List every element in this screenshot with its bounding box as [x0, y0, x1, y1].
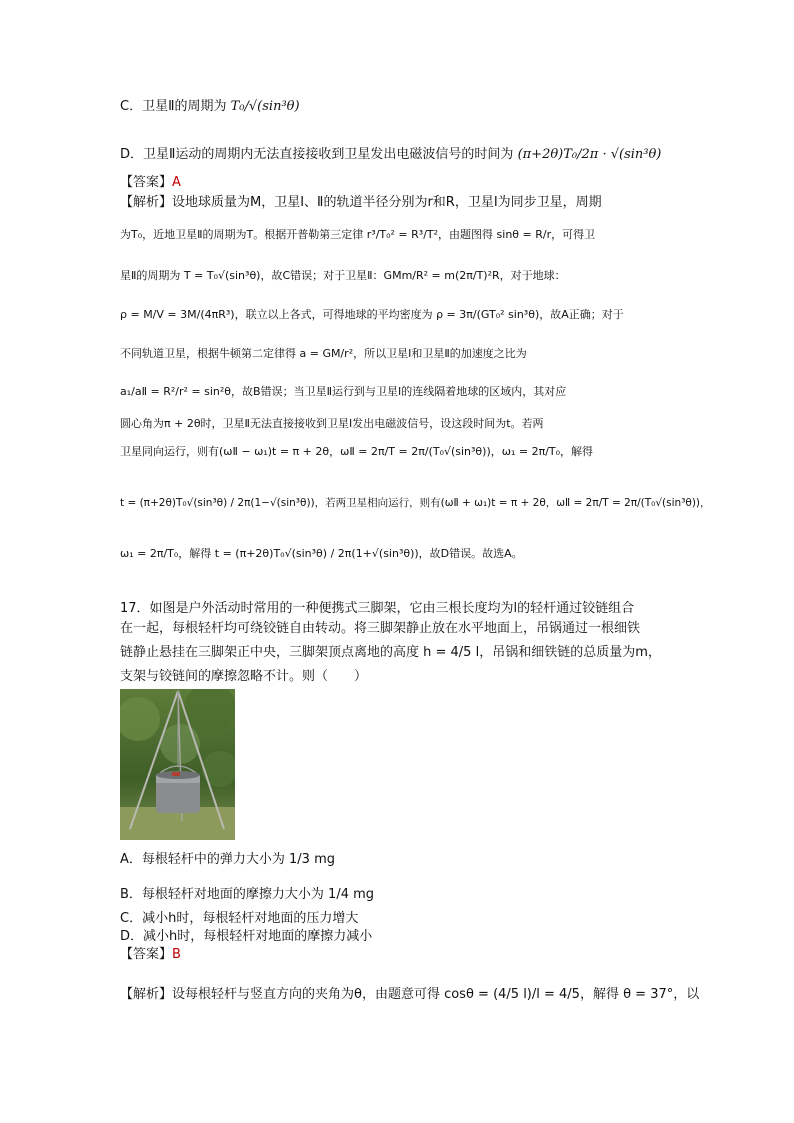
- question-17-line-3: 链静止悬挂在三脚架正中央，三脚架顶点离地的高度 h = 4/5 l，吊锅和细铁链的总质量为m，: [120, 645, 661, 660]
- option-d-text: D．卫星Ⅱ运动的周期内无法直接接收到卫星发出电磁波信号的时间为: [120, 147, 514, 162]
- question-17-line-2: 在一起，每根轻杆均可绕铰链自由转动。将三脚架静止放在水平地面上，吊锅通过一根细铁: [120, 621, 641, 636]
- question-17-line-1: 17．如图是户外活动时常用的一种便携式三脚架，它由三根长度均为l的轻杆通过铰链组合: [120, 601, 635, 616]
- option-c-formula: T₀/√(sin³θ): [230, 99, 300, 114]
- analysis-1-line-4: ρ = M/V = 3M/(4πR³)，联立以上各式，可得地球的平均密度为 ρ = 3π/(GT₀² sin³θ)，故A正确；对于: [120, 308, 624, 321]
- option-c-q17: C．减小h时，每根轻杆对地面的压力增大: [120, 911, 359, 926]
- analysis-1-line-5: 不同轨道卫星，根据牛顿第二定律得 a = GM/r²，所以卫星Ⅰ和卫星Ⅱ的加速度之比为: [120, 347, 527, 360]
- tripod-illustration-icon: [120, 689, 235, 840]
- analysis-1-line-10: ω₁ = 2π/T₀，解得 t = (π+2θ)T₀√(sin³θ) / 2π(1+√(sin³θ))，故D错误。故选A。: [120, 547, 523, 560]
- analysis-1-line-7: 圆心角为π + 2θ时，卫星Ⅱ无法直接接收到卫星Ⅰ发出电磁波信号，设这段时间为t。若两: [120, 417, 544, 430]
- answer-1: [120, 176, 181, 189]
- answer-2: [120, 948, 181, 961]
- option-c-text: C．卫星Ⅱ的周期为: [120, 99, 227, 114]
- option-b: B．每根轻杆对地面的摩擦力大小为 1/4 mg: [120, 887, 375, 902]
- analysis-1-line-9: t = (π+2θ)T₀√(sin³θ) / 2π(1−√(sin³θ))，若两卫星相向运行，则有(ωⅡ + ω₁)t = π + 2θ，ωⅡ = 2π/T = 2π/(T₀√(sin³θ))，: [120, 497, 711, 509]
- option-d-q17: D．减小h时，每根轻杆对地面的摩擦力减小: [120, 929, 373, 944]
- question-17-line-4: 支架与铰链间的摩擦忽略不计。则（ ）: [120, 669, 368, 684]
- analysis-1-line-8: 卫星同向运行，则有(ωⅡ − ω₁)t = π + 2θ，ωⅡ = 2π/T = 2π/(T₀√(sin³θ))，ω₁ = 2π/T₀，解得: [120, 445, 594, 458]
- option-d-formula: (π+2θ)T₀/2π · √(sin³θ): [517, 147, 662, 162]
- answer-1-value: A: [172, 175, 181, 190]
- analysis-1-line-1: 【解析】设地球质量为M，卫星Ⅰ、Ⅱ的轨道半径分别为r和R，卫星Ⅰ为同步卫星，周期: [120, 195, 602, 210]
- answer-2-value: B: [172, 947, 181, 962]
- analysis-1-line-6: a₁/aⅡ = R²/r² = sin²θ，故B错误；当卫星Ⅱ运行到与卫星Ⅰ的连线隔着地球的区域内，其对应: [120, 385, 567, 398]
- answer-1-tag: 【答案】: [120, 175, 173, 190]
- tripod-pot-photo: [120, 689, 235, 840]
- analysis-1-line-3: 星Ⅱ的周期为 T = T₀√(sin³θ)，故C错误；对于卫星Ⅱ：GMm/R² = m(2π/T)²R，对于地球：: [120, 269, 566, 282]
- analysis-1-line-2: 为T₀，近地卫星Ⅱ的周期为T。根据开普勒第三定律 r³/T₀² = R³/T²，由题图得 sinθ = R/r，可得卫: [120, 228, 596, 241]
- analysis-2-line-1: 【解析】设每根轻杆与竖直方向的夹角为θ，由题意可得 cosθ = (4/5 l)/l = 4/5，解得 θ = 37°，以: [120, 987, 700, 1002]
- option-d: [120, 148, 661, 161]
- option-c: [120, 100, 300, 113]
- option-a: A．每根轻杆中的弹力大小为 1/3 mg: [120, 852, 335, 867]
- answer-2-tag: 【答案】: [120, 947, 173, 962]
